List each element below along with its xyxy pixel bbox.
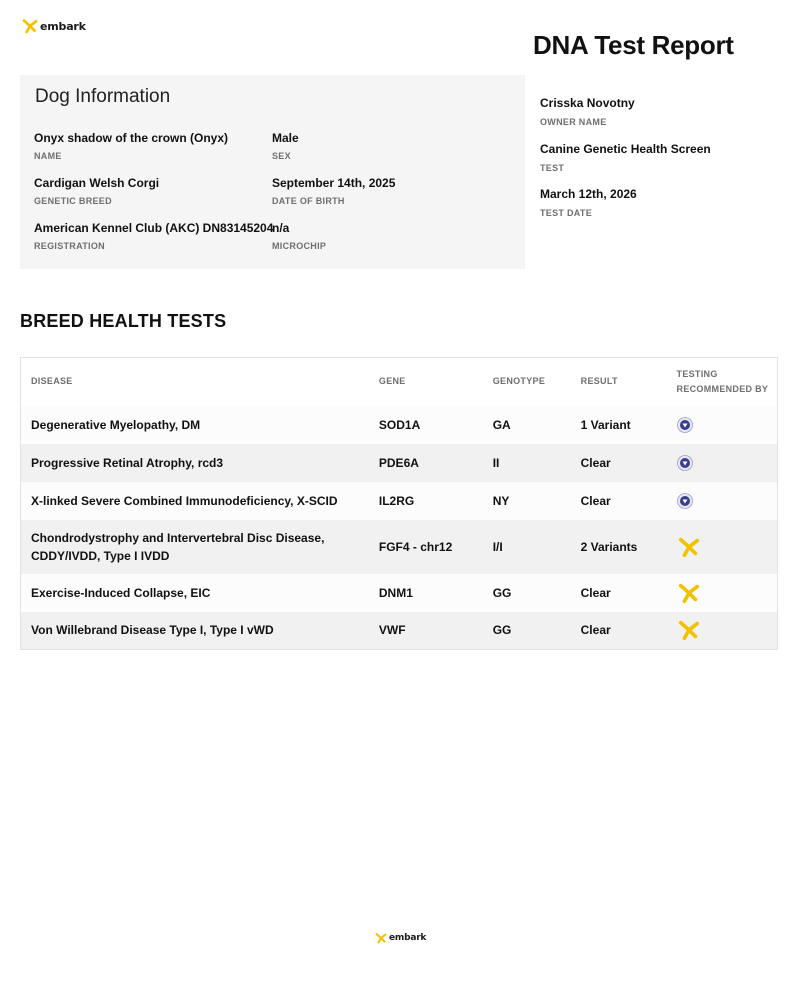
dob-label: DATE OF BIRTH: [272, 196, 345, 206]
disease-name: Exercise-Induced Collapse, EIC: [31, 585, 211, 600]
dog-name-value: Onyx shadow of the crown (Onyx): [34, 131, 229, 145]
disease-name: Chondrodystrophy and Intervertebral Disc Disease,: [31, 530, 325, 545]
test-value: Canine Genetic Health Screen: [540, 142, 711, 156]
breed-field: [34, 176, 159, 206]
column-header-recommended-by: [667, 358, 778, 406]
sex-label: SEX: [272, 151, 291, 161]
result-cell: Clear: [580, 455, 611, 470]
disease-cell: [21, 482, 369, 520]
result-cell: 2 Variants: [580, 539, 638, 554]
embark-logo-icon: [677, 582, 701, 604]
column-header-result: RESULT: [580, 376, 618, 387]
gene-cell: IL2RG: [378, 493, 415, 508]
embark-logo-icon: [22, 18, 38, 34]
table-row: [21, 482, 778, 520]
genotype-cell: GA: [492, 417, 511, 432]
registration-field: [34, 221, 273, 251]
recommended-by-cell: [667, 612, 778, 650]
column-header-recommended-line2: RECOMMENDED BY: [676, 383, 769, 394]
registration-label: REGISTRATION: [34, 241, 105, 251]
result-cell: 1 Variant: [580, 417, 631, 432]
dob-value: September 14th, 2025: [272, 176, 396, 190]
test-label: TEST: [540, 163, 565, 173]
column-header-disease: DISEASE: [31, 376, 73, 387]
microchip-value: n/a: [272, 221, 290, 235]
disease-name: X-linked Severe Combined Immunodeficiency, X-SCID: [31, 493, 338, 508]
sex-value: Male: [272, 131, 299, 145]
embark-logo-icon: [375, 932, 387, 944]
footer-brand-name: embark: [389, 933, 427, 943]
result-cell: Clear: [580, 623, 611, 638]
gene-cell: DNM1: [378, 585, 413, 600]
registration-value: American Kennel Club (AKC) DN83145204: [34, 221, 274, 235]
disease-cell: [21, 612, 369, 650]
table-row: [21, 574, 778, 612]
gene-cell: FGF4 - chr12: [378, 539, 453, 554]
gene-cell: SOD1A: [378, 417, 421, 432]
breed-club-seal-icon: [677, 455, 693, 471]
table-row: [21, 444, 778, 482]
microchip-field: [272, 221, 326, 251]
disease-cell: [21, 444, 369, 482]
breed-club-seal-icon: [677, 493, 693, 509]
table-row: [21, 406, 778, 444]
genotype-cell: GG: [492, 585, 512, 600]
table-header-row: [21, 358, 778, 406]
disease-name-continued: CDDY/IVDD, Type I IVDD: [31, 548, 170, 563]
recommended-by-cell: [667, 520, 778, 574]
genotype-cell: NY: [492, 493, 510, 508]
test-field: [540, 142, 711, 173]
breed-health-tests-title: BREED HEALTH TESTS: [20, 311, 227, 331]
gene-cell: VWF: [378, 623, 406, 638]
dog-name-label: NAME: [34, 151, 62, 161]
breed-value: Cardigan Welsh Corgi: [34, 176, 160, 190]
disease-name: Degenerative Myelopathy, DM: [31, 417, 201, 432]
result-cell: Clear: [580, 493, 611, 508]
embark-logo-icon: [677, 619, 701, 641]
breed-club-seal-icon: [677, 417, 693, 433]
disease-name: Von Willebrand Disease Type I, Type I vWD: [31, 623, 274, 638]
page-title: DNA Test Report: [533, 30, 734, 60]
recommended-by-cell: [667, 406, 778, 444]
test-date-label: TEST DATE: [540, 208, 593, 218]
table-row: [21, 612, 778, 650]
disease-cell: [21, 574, 369, 612]
dog-information-title: Dog Information: [35, 86, 171, 107]
breed-label: GENETIC BREED: [34, 196, 112, 206]
genotype-cell: GG: [492, 623, 512, 638]
gene-cell: PDE6A: [378, 455, 419, 470]
microchip-label: MICROCHIP: [272, 241, 327, 251]
owner-name-field: [540, 96, 635, 127]
recommended-by-cell: [667, 482, 778, 520]
footer-embark-logo: [375, 932, 426, 944]
dog-name-field: [34, 131, 228, 161]
result-cell: Clear: [580, 585, 611, 600]
embark-logo: [22, 18, 86, 34]
disease-cell: [21, 406, 369, 444]
disease-cell: [21, 520, 369, 574]
genotype-cell: II: [492, 455, 500, 470]
genotype-cell: I/I: [492, 539, 503, 554]
test-date-field: [540, 187, 637, 218]
column-header-recommended-line1: TESTING: [676, 368, 718, 379]
breed-health-tests-table: [20, 357, 778, 650]
owner-name-value: Crisska Novotny: [540, 96, 635, 110]
table-row: [21, 520, 778, 574]
test-date-value: March 12th, 2026: [540, 187, 637, 201]
embark-logo-icon: [677, 536, 701, 558]
sex-field: [272, 131, 299, 161]
brand-name: embark: [40, 19, 86, 33]
dog-information-panel: [20, 75, 525, 269]
owner-name-label: OWNER NAME: [540, 117, 607, 127]
dob-field: [272, 176, 395, 206]
column-header-genotype: GENOTYPE: [492, 376, 546, 387]
recommended-by-cell: [667, 444, 778, 482]
recommended-by-cell: [667, 574, 778, 612]
disease-name: Progressive Retinal Atrophy, rcd3: [31, 455, 224, 470]
column-header-gene: GENE: [378, 376, 406, 387]
